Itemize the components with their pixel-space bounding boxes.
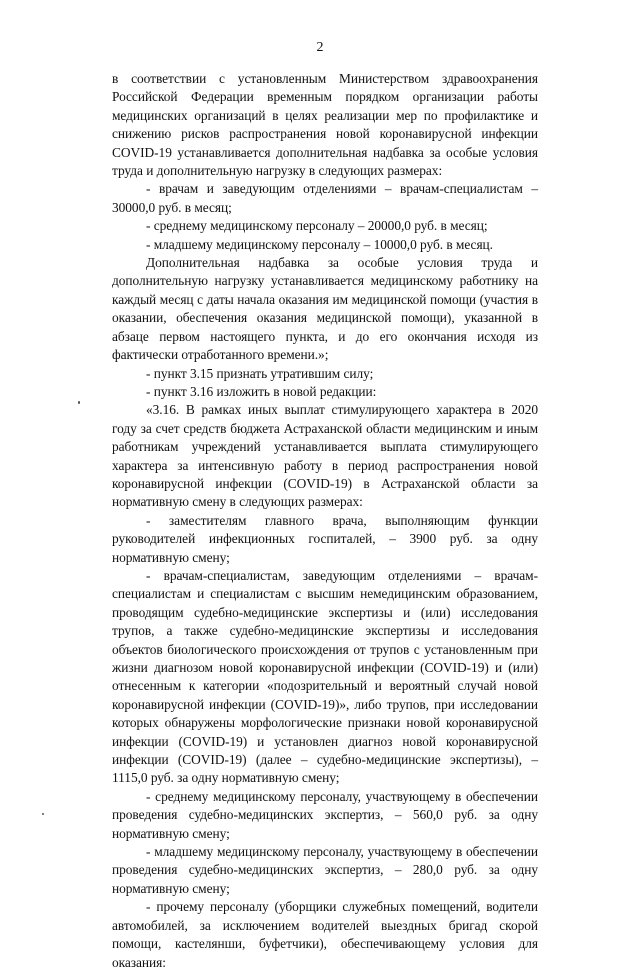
paragraph-clause-3-16: «3.16. В рамках иных выплат стимулирующего характера в 2020 году за счет средств бюджета Астраханской области медицинским и иным работникам учреждений устанавливается выплата стимулирующего характера за интенсивную работу в период распространения новой коронавирусной инфекции (COVID-19) в Астраханской области за нормативную смену в следующих размерах: [112,402,538,510]
list-item-mid-staff: - среднему медицинскому персоналу – 20000,0 руб. в месяц; [146,218,488,234]
list-item-junior-staff: - младшему медицинскому персоналу – 10000,0 руб. в месяц. [146,236,493,252]
list-item-other-staff: - прочему персоналу (уборщики служебных помещений, водители автомобилей, за исключением водителей выездных бригад скорой помощи, кастелянши, буфетчики), обеспечивающему условия для оказания: [112,899,538,970]
page-number: 2 [316,40,324,55]
list-item-junior-staff-expertise: - младшему медицинскому персоналу, участвующему в обеспечении проведения судебно-медицинских экспертиз, – 280,0 руб. за одну нормативную смену; [112,844,538,896]
document-body [112,70,538,972]
paragraph-additional-allowance: Дополнительная надбавка за особые условия труда и дополнительную нагрузку устанавливается медицинскому работнику на каждый месяц с даты начала оказания им медицинской помощи (участия в оказании, обеспечения оказания медицинской помощи), указанной в абзаце первом настоящего пункта, и до его окончания исходя из фактически отработанного времени.»; [112,255,538,363]
list-item-clause-3-16: - пункт 3.16 изложить в новой редакции: [146,383,377,399]
scan-speck [42,813,44,815]
list-item-clause-3-15: - пункт 3.15 признать утратившим силу; [146,365,374,381]
list-item-mid-staff-expertise: - среднему медицинскому персоналу, участвующему в обеспечении проведения судебно-медицинских экспертиз, – 560,0 руб. за одну нормативную смену; [112,788,538,841]
list-item-deputy-chief: - заместителям главного врача, выполняющим функции руководителей инфекционных госпиталей, – 3900 руб. за одну нормативную смену; [112,512,538,565]
paragraph-intro: в соответствии с установленным Министерством здравоохранения Российской Федерации временным порядком организации работы медицинских организаций в целях реализации мер по профилактике и снижению рисков распространения новой коронавирусной инфекции COVID-19 устанавливается дополнительная надбавка за особые условия труда и дополнительную нагрузку в следующих размерах: [112,71,538,179]
list-item-specialists: - врачам-специалистам, заведующим отделениями – врачам-специалистам и специалистам с высшим немедицинским образованием, проводящим судебно-медицинские экспертизы и (или) исследования трупов, а также судебно-медицинские экспертизы и исследования объектов биологического происхождения от трупов с установленным при жизни диагнозом новой коронавирусной инфекции (COVID-19) и (или) отнесенным к категории «подозрительный и вероятный случай новой коронавирусной инфекции (COVID-19)», либо трупов, при исследовании которых обнаружены морфологические признаки новой коронавирусной инфекции (COVID-19) и установлен диагноз новой коронавирусной инфекции (COVID-19) (далее – судебно-медицинские экспертизы), – 1115,0 руб. за одну нормативную смену; [112,567,538,786]
list-item-doctors: - врачам и заведующим отделениями – врачам-специалистам – 30000,0 руб. в месяц; [112,181,538,215]
scan-speck [78,401,80,404]
